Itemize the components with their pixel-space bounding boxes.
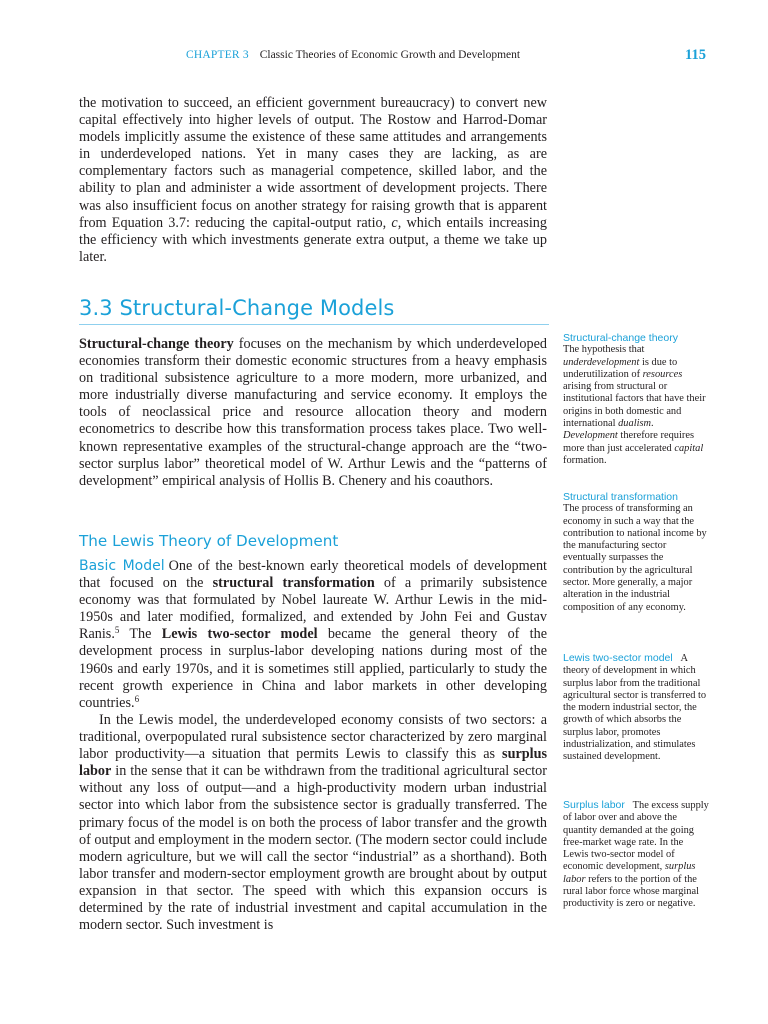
glossary-term: Structural-change theory: [563, 332, 678, 344]
glossary-term: Structural transformation: [563, 491, 678, 503]
running-header: [186, 49, 706, 69]
paragraph-basic-model: Basic Model One of the best-known early theoretical models of development that focused on the structural transformation of a primarily subsistence economy was that formulated by Nobel laureate W. Arthur Lewis in the mid-1950s and later modified, formalized, and extended by John Fei and Gustav Ranis.$^5$ The Lewis two-sector model became the general theory of the development process in surplus-labor developing nations during most of the 1960s and early 1970s, and it is sometimes still applied, particularly to study the recent growth experience in China and labor markets in other developing countries.$^6$: [79, 558, 547, 711]
run-in-heading: Basic Model: [79, 558, 165, 574]
footnote-ref[interactable]: 6: [134, 693, 140, 704]
glossary-term: Surplus labor: [563, 799, 625, 811]
page-number: 115: [685, 47, 706, 63]
section-heading: 3.3 Structural-Change Models: [79, 296, 395, 320]
key-term: surplus labor: [79, 746, 547, 780]
glossary-surplus-labor: Surplus labor The excess supply of labor over and above the quantity demanded at the going free-market wage rate. In the Lewis two-sector model of economic development, surplus labor refers to the portion of the rural labor force whose marginal productivity is zero or negative.: [563, 799, 709, 910]
subsection-heading: The Lewis Theory of Development: [79, 532, 339, 550]
chapter-title: Classic Theories of Economic Growth and Development: [259, 49, 521, 61]
footnote-ref[interactable]: 5: [114, 625, 120, 636]
paragraph-lewis-model: In the Lewis model, the underdeveloped economy consists of two sectors: a traditional, overpopulated rural subsistence sector characterized by zero marginal labor productivity—a situation that permits Lewis to classify this as surplus labor in the sense that it can be withdrawn from the traditional agricultural sector without any loss of output—and a high-productivity modern urban industrial sector into which labor from the subsistence sector is gradually transferred. The primary focus of the model is on both the process of labor transfer and the growth of output and employment in the modern sector. (The modern sector could include modern agriculture, but we will call the sector “industrial” as a shorthand). Both labor transfer and modern-sector employment growth are brought about by output expansion in that sector. The speed with which this expansion occurs is determined by the rate of industrial investment and capital accumulation in the modern sector. Such investment is: [79, 712, 547, 934]
key-term: structural transformation: [212, 575, 375, 592]
chapter-label: CHAPTER 3: [186, 49, 249, 61]
paragraph-intro: the motivation to succeed, an efficient government bureaucracy) to convert new capital effectively into higher levels of output. The Rostow and Harrod-Domar models implicitly assume the existence of these same attitudes and arrangements in underdeveloped nations. Yet in many cases they are lacking, as are complementary factors such as managerial competence, skilled labor, and the ability to plan and administer a wide assortment of development projects. There was also insufficient focus on another strategy for raising growth that is apparent from Equation 3.7: reducing the capital-output ratio, c, which entails increasing the efficiency with which investments generate extra output, a theme we take up later.: [79, 95, 547, 265]
glossary-term: Lewis two-sector model: [563, 652, 673, 664]
paragraph-structural-change: Structural-change theory focuses on the mechanism by which underdeveloped economies transform their domestic economic structures from a heavy emphasis on traditional subsistence agriculture to a more modern, more urbanized, and more industrially diverse manufacturing and service economy. It employs the tools of neoclassical price and resource allocation theory and modern econometrics to describe how this transformation process takes place. Two well-known representative examples of the structural-change approach are the “two-sector surplus labor” theoretical model of W. Arthur Lewis and the “patterns of development” empirical analysis of Hollis B. Chenery and his coauthors.: [79, 336, 547, 489]
key-term: Structural-change theory: [79, 336, 234, 352]
glossary-structural-change-theory: Structural-change theory The hypothesis that underdevelopment is due to underutilization of resources arising from structural or institutional factors that have their origins in both domestic and international dualism. Development therefore requires more than just accelerated capital formation.: [563, 332, 709, 467]
section-rule: [79, 324, 549, 325]
glossary-structural-transformation: Structural transformation The process of transforming an economy in such a way that the contribution to national income by the manufacturing sector eventually surpasses the contribution by the agricultural sector. More generally, a major alteration in the industrial composition of any economy.: [563, 491, 709, 614]
key-term: Lewis two-sector model: [161, 626, 318, 643]
glossary-lewis-two-sector-model: Lewis two-sector model A theory of development in which surplus labor from the traditional agricultural sector is transferred to the modern industrial sector, the growth of which absorbs the surplus labor, promotes industrialization, and stimulates sustained development.: [563, 652, 707, 763]
